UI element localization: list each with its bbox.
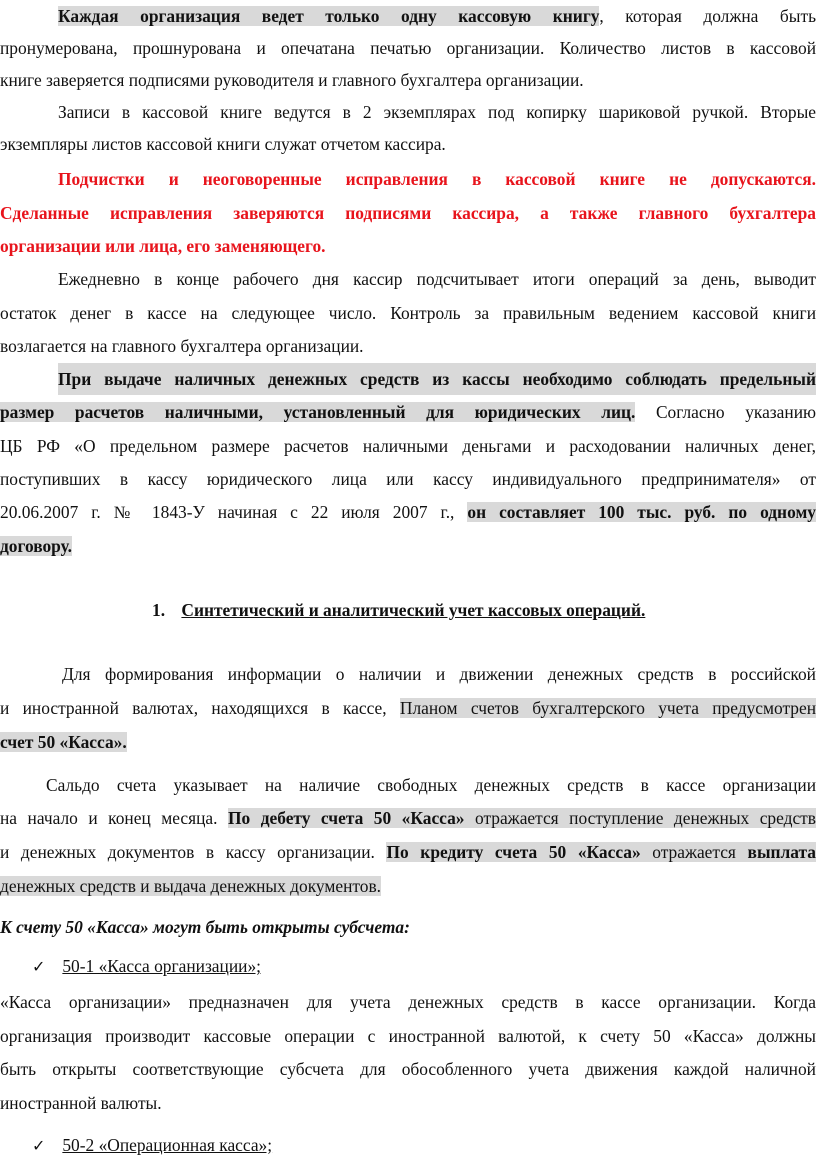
heading-title: Синтетический и аналитический учет кассовых операций. [181, 600, 646, 620]
paragraph-line: «Касса организации» предназначен для учета денежных средств в кассе организации. Когда [0, 992, 816, 1012]
paragraph-line: организация производит кассовые операции с иностранной валютой, к счету 50 «Касса» должны [0, 1026, 816, 1046]
highlighted-text: он составляет 100 тыс. руб. по одному [467, 502, 816, 522]
highlighted-text: Каждая организация ведет только одну кассовую книгу [58, 6, 600, 26]
heading-number: 1. [152, 600, 166, 620]
paragraph-line: быть открыты соответствующие субсчета для обособленного учета движения каждой наличной [0, 1059, 816, 1079]
highlighted-text: При выдаче наличных денежных средств из кассы необходимо соблюдать предельный [58, 363, 816, 395]
highlighted-text: По дебету счета 50 «Касса» [228, 808, 465, 828]
paragraph-line [0, 496, 816, 528]
paragraph-line: возлагается на главного бухгалтера организации. [0, 336, 364, 356]
highlighted-text: денежных средств и выдача денежных документов. [0, 876, 382, 896]
highlighted-text: отражается поступление денежных средств [464, 808, 816, 828]
text-span: Согласно указанию [635, 402, 816, 422]
paragraph-line: ЦБ РФ «О предельном размере расчетов наличными деньгами и расходовании наличных денег, [0, 436, 816, 456]
list-item [32, 1129, 272, 1162]
paragraph-line: иностранной валюты. [0, 1093, 162, 1113]
text-span: , которая должна быть [599, 6, 816, 26]
list-item-label: 50-2 «Операционная касса»; [62, 1135, 273, 1155]
paragraph-line [0, 396, 816, 428]
text-span: и иностранной валютах, находящихся в кассе, [0, 698, 400, 718]
highlighted-text: выплата [747, 842, 816, 862]
warning-text: Подчистки и неоговоренные исправления в кассовой книге не допускаются. [58, 169, 816, 189]
highlighted-text: размер расчетов наличными, установленный для юридических лиц. [0, 402, 636, 422]
paragraph-line: пронумерована, прошнурована и опечатана печатью организации. Количество листов в кассовой [0, 38, 816, 58]
warning-text: Сделанные исправления заверяются подписями кассира, а также главного бухгалтера [0, 203, 816, 223]
highlighted-text: отражается [640, 842, 748, 862]
paragraph-line: книге заверяется подписями руководителя и главного бухгалтера организации. [0, 70, 584, 90]
highlighted-text: счет 50 «Касса». [0, 732, 127, 752]
paragraph-line [0, 802, 816, 834]
section-heading [152, 594, 645, 626]
paragraph-line [0, 870, 381, 902]
list-item [32, 950, 261, 983]
checkmark-icon: ✓ [32, 1136, 46, 1155]
highlighted-text: договору. [0, 536, 72, 556]
text-span: на начало и конец месяца. [0, 808, 228, 828]
paragraph-line: поступивших в кассу юридического лица или кассу индивидуального предпринимателя» от [0, 469, 816, 489]
paragraph-line: Сальдо счета указывает на наличие свободных денежных средств в кассе организации [46, 775, 816, 795]
paragraph-line: Записи в кассовой книге ведутся в 2 экземплярах под копирку шариковой ручкой. Вторые [58, 102, 816, 122]
paragraph-line [0, 836, 816, 868]
paragraph-line [0, 0, 816, 32]
paragraph-line: Для формирования информации о наличии и движении денежных средств в российской [62, 664, 816, 684]
text-span: 20.06.2007 г. № 1843-У начиная с 22 июля 2007 г., [0, 502, 455, 522]
paragraph-line: остаток денег в кассе на следующее число. Контроль за правильным ведением кассовой книги [0, 303, 816, 323]
highlighted-text: По кредиту счета 50 «Касса» [386, 842, 641, 862]
paragraph-line [0, 530, 72, 562]
paragraph-line [0, 692, 816, 724]
warning-text: организации или лица, его заменяющего. [0, 236, 326, 256]
paragraph-line: Ежедневно в конце рабочего дня кассир подсчитывает итоги операций за день, выводит [58, 269, 816, 289]
highlighted-text: Планом счетов бухгалтерского учета предусмотрен [399, 698, 816, 718]
paragraph-line [0, 726, 127, 758]
text-span: и денежных документов в кассу организации. [0, 842, 387, 862]
paragraph-line: экземпляры листов кассовой книги служат отчетом кассира. [0, 134, 446, 154]
checkmark-icon: ✓ [32, 957, 46, 976]
subaccounts-intro: К счету 50 «Касса» могут быть открыты субсчета: [0, 917, 410, 937]
list-item-label: 50-1 «Касса организации»; [62, 956, 261, 976]
